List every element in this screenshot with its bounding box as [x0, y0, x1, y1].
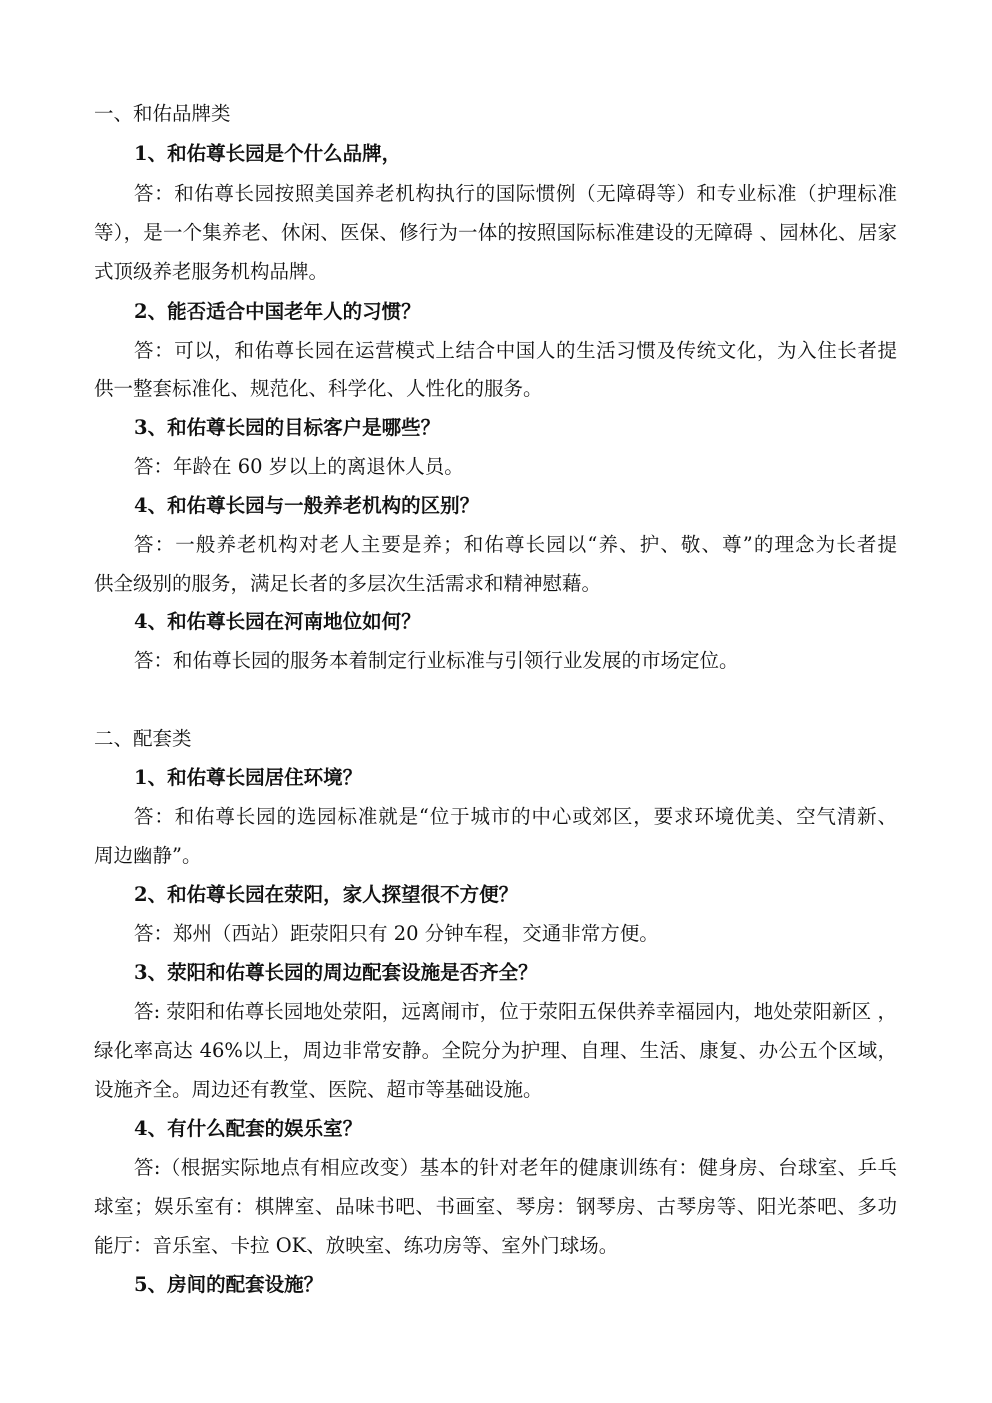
answer-line: 答：一般养老机构对老人主要是养；和佑尊长园以“养、护、敬、尊”的理念为长者提 — [134, 533, 897, 556]
question: 2、能否适合中国老年人的习惯？ — [134, 300, 421, 323]
question: 4、有什么配套的娱乐室？ — [134, 1117, 363, 1140]
section-title: 一、和佑品牌类 — [94, 102, 231, 125]
answer-line: 答：可以，和佑尊长园在运营模式上结合中国人的生活习惯及传统文化，为入住长者提 — [134, 339, 897, 362]
answer-line: 球室；娱乐室有：棋牌室、品味书吧、书画室、琴房：钢琴房、古琴房等、阳光茶吧、多功 — [94, 1195, 897, 1218]
answer-line: 答：和佑尊长园按照美国养老机构执行的国际惯例（无障碍等）和专业标准（护理标准 — [134, 182, 897, 205]
answer-line: 等），是一个集养老、休闲、医保、修行为一体的按照国际标准建设的无障碍 、园林化、居家 — [94, 221, 897, 244]
question: 4、和佑尊长园与一般养老机构的区别？ — [134, 494, 480, 517]
answer-line: 能厅：音乐室、卡拉 OK、放映室、练功房等、室外门球场。 — [94, 1234, 619, 1257]
question: 1、和佑尊长园是个什么品牌， — [134, 142, 402, 165]
answer-line: 周边幽静”。 — [94, 844, 202, 867]
question: 2、和佑尊长园在荥阳，家人探望很不方便？ — [134, 883, 519, 906]
answer-line: 答：和佑尊长园的选园标准就是“位于城市的中心或郊区，要求环境优美、空气清新、 — [134, 805, 897, 828]
question: 4、和佑尊长园在河南地位如何？ — [134, 610, 421, 633]
answer-line: 式顶级养老服务机构品牌。 — [94, 260, 329, 283]
answer-line: 设施齐全。周边还有教堂、医院、超市等基础设施。 — [94, 1078, 543, 1101]
question: 5、房间的配套设施？ — [134, 1273, 324, 1296]
answer-line: 答：郑州（西站）距荥阳只有 20 分钟车程，交通非常方便。 — [134, 922, 659, 945]
answer-line: 供全级别的服务，满足长者的多层次生活需求和精神慰藉。 — [94, 572, 602, 595]
question: 3、荥阳和佑尊长园的周边配套设施是否齐全？ — [134, 961, 538, 984]
answer-line: 答:（根据实际地点有相应改变）基本的针对老年的健康训练有：健身房、台球室、乒乓 — [134, 1156, 897, 1179]
answer-line: 答：年龄在 60 岁以上的离退休人员。 — [134, 455, 464, 478]
answer-line: 供一整套标准化、规范化、科学化、人性化的服务。 — [94, 377, 543, 400]
answer-line: 答：和佑尊长园的服务本着制定行业标准与引领行业发展的市场定位。 — [134, 649, 739, 672]
answer-line: 答: 荥阳和佑尊长园地处荥阳，远离闹市，位于荥阳五保供养幸福园内，地处荥阳新区 ， — [134, 1000, 897, 1023]
question: 3、和佑尊长园的目标客户是哪些？ — [134, 416, 441, 439]
section-title: 二、配套类 — [94, 727, 192, 750]
answer-line: 绿化率高达 46%以上，周边非常安静。全院分为护理、自理、生活、康复、办公五个区域， — [94, 1039, 897, 1062]
question: 1、和佑尊长园居住环境？ — [134, 766, 363, 789]
